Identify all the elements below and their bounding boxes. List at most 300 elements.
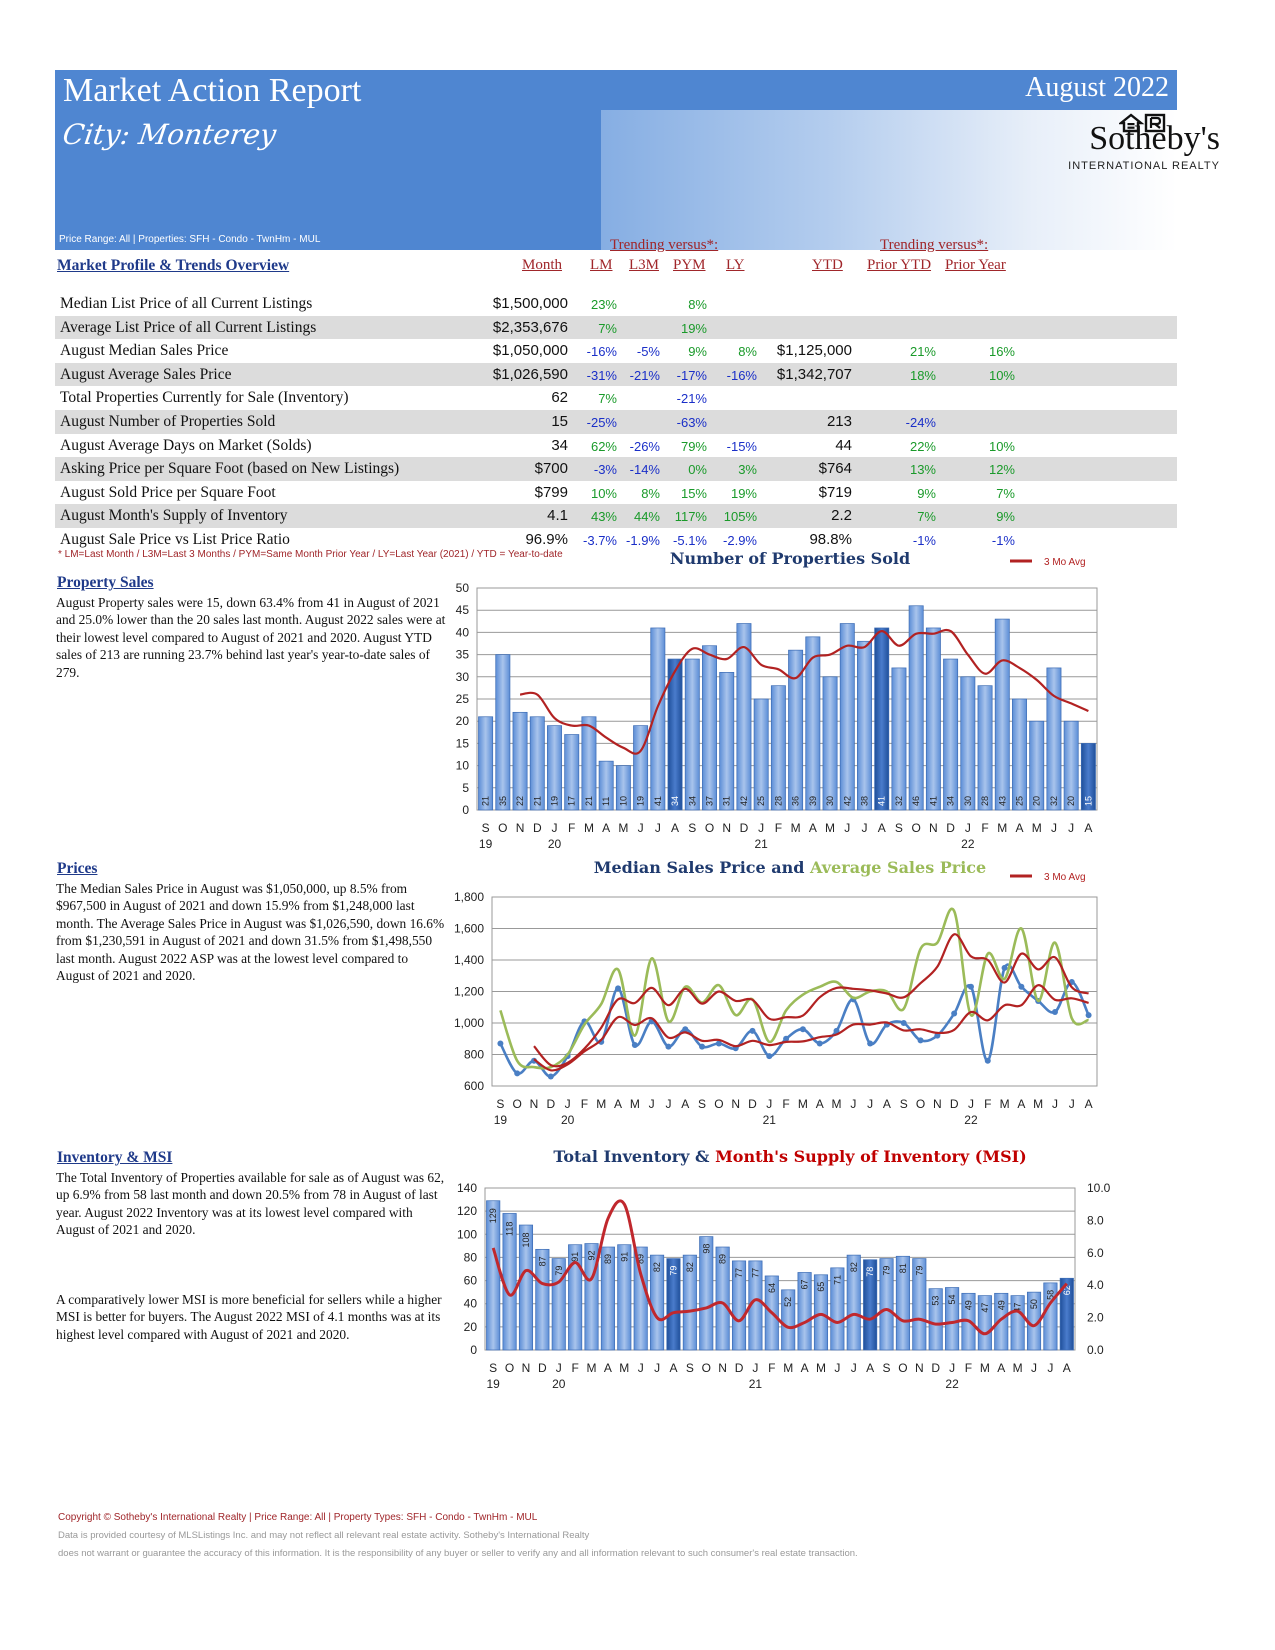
c2-month-label: A bbox=[681, 1097, 690, 1111]
bar-value-label: 65 bbox=[815, 1281, 826, 1292]
bar bbox=[926, 628, 940, 810]
bar-value-label: 47 bbox=[979, 1302, 990, 1313]
y2-tick-label: 2.0 bbox=[1087, 1310, 1104, 1325]
row-label: August Number of Properties Sold bbox=[60, 412, 276, 430]
data-point bbox=[1052, 1009, 1058, 1015]
y-tick-label: 0 bbox=[470, 1343, 477, 1357]
cell-lm: -3% bbox=[593, 462, 617, 478]
legend-label: 3 Mo Avg bbox=[1044, 557, 1086, 568]
bar-value-label: 129 bbox=[488, 1208, 499, 1224]
cell-l3m: 8% bbox=[641, 485, 660, 501]
col-ytd: YTD bbox=[812, 257, 843, 273]
c1-year-label: 20 bbox=[547, 837, 562, 851]
report-month: August 2022 bbox=[1025, 72, 1169, 103]
c2-month-label: D bbox=[949, 1097, 959, 1111]
y2-tick-label: 8.0 bbox=[1087, 1213, 1104, 1228]
cell-ytd: $764 bbox=[818, 460, 852, 478]
c1-month-label: A bbox=[877, 821, 886, 835]
c3-month-label: A bbox=[800, 1361, 809, 1375]
cell-ytd: 98.8% bbox=[809, 530, 852, 548]
c3-month-label: M bbox=[979, 1361, 990, 1375]
cell-prior-ytd: 9% bbox=[917, 485, 936, 501]
data-point bbox=[548, 1074, 554, 1080]
bar bbox=[857, 641, 871, 810]
c3-month-label: M bbox=[783, 1361, 794, 1375]
cell-month: 34 bbox=[551, 436, 568, 454]
c2-month-label: J bbox=[766, 1097, 773, 1111]
y-tick-label: 1,000 bbox=[453, 1016, 484, 1030]
table-row bbox=[55, 386, 1177, 410]
c2-year-label: 21 bbox=[762, 1113, 776, 1127]
row-label: Asking Price per Square Foot (based on New Listings) bbox=[60, 460, 400, 478]
bar bbox=[513, 712, 527, 810]
cell-lm: 10% bbox=[590, 485, 617, 501]
c1-month-label: J bbox=[1068, 821, 1075, 835]
bar-value-label: 79 bbox=[914, 1265, 925, 1276]
data-point bbox=[951, 1011, 957, 1017]
cell-l3m: -21% bbox=[629, 367, 660, 383]
c2-month-label: J bbox=[665, 1097, 672, 1111]
table-row bbox=[55, 457, 1177, 481]
row-label: August Month's Supply of Inventory bbox=[60, 507, 288, 525]
trending-label-2: Trending versus*: bbox=[880, 237, 989, 253]
c1-month-label: N bbox=[929, 821, 938, 835]
bar-value-label: 37 bbox=[704, 795, 715, 806]
cell-pym: -21% bbox=[676, 391, 707, 407]
cell-ly: 8% bbox=[738, 344, 757, 360]
bar bbox=[875, 628, 889, 810]
cell-month: 15 bbox=[551, 412, 568, 430]
c2-month-label: A bbox=[1017, 1097, 1026, 1111]
cell-month: $799 bbox=[534, 483, 568, 501]
chart3-title bbox=[520, 1147, 1060, 1166]
bar-value-label: 49 bbox=[996, 1300, 1007, 1311]
c1-month-label: S bbox=[481, 821, 490, 835]
cell-pym: 9% bbox=[688, 344, 707, 360]
cell-ly: 3% bbox=[738, 462, 757, 478]
cell-lm: 7% bbox=[598, 320, 617, 336]
c1-month-label: A bbox=[808, 821, 817, 835]
bar-value-label: 82 bbox=[652, 1262, 663, 1273]
y-tick-label: 1,600 bbox=[453, 921, 484, 936]
bar-value-label: 91 bbox=[570, 1251, 581, 1262]
row-label: Average List Price of all Current Listings bbox=[60, 318, 317, 336]
c1-month-label: S bbox=[688, 821, 697, 835]
bar-value-label: 19 bbox=[549, 795, 560, 806]
y-tick-label: 1,200 bbox=[453, 984, 484, 999]
c1-month-label: A bbox=[602, 821, 611, 835]
c2-month-label: J bbox=[648, 1097, 655, 1111]
cell-month: $1,050,000 bbox=[492, 342, 568, 360]
bar-value-label: 53 bbox=[930, 1295, 941, 1306]
c3-month-label: M bbox=[815, 1361, 826, 1375]
cell-pym: -17% bbox=[676, 367, 707, 383]
c3-month-label: N bbox=[914, 1361, 924, 1375]
bar-value-label: 77 bbox=[750, 1267, 761, 1278]
bar-value-label: 58 bbox=[1045, 1289, 1056, 1300]
data-point bbox=[632, 1042, 638, 1048]
y-tick-label: 10 bbox=[455, 758, 469, 773]
col-pym: PYM bbox=[673, 257, 706, 273]
bar-value-label: 21 bbox=[480, 795, 491, 806]
row-label: August Average Sales Price bbox=[60, 365, 232, 383]
y-tick-label: 140 bbox=[456, 1181, 477, 1195]
cell-prior-year: 10% bbox=[988, 438, 1015, 454]
c2-month-label: O bbox=[512, 1097, 522, 1111]
bar bbox=[961, 677, 975, 810]
c2-month-label: S bbox=[698, 1097, 707, 1111]
c3-month-label: O bbox=[504, 1361, 515, 1375]
bar bbox=[840, 624, 854, 810]
legend-label: 3 Mo Avg bbox=[1044, 872, 1086, 883]
c3-month-label: D bbox=[931, 1361, 941, 1375]
bar-value-label: 11 bbox=[601, 796, 612, 806]
c2-month-label: M bbox=[797, 1097, 808, 1111]
c3-month-label: N bbox=[718, 1361, 727, 1375]
bar-value-label: 89 bbox=[635, 1253, 646, 1265]
c3-month-label: A bbox=[603, 1361, 612, 1375]
bar-value-label: 10 bbox=[618, 795, 629, 806]
median-average-price-chart bbox=[440, 862, 1140, 1132]
bar-value-label: 79 bbox=[553, 1265, 564, 1276]
cell-prior-year: 7% bbox=[996, 485, 1015, 501]
properties-sold-chart bbox=[440, 552, 1140, 852]
c1-month-label: D bbox=[739, 821, 749, 835]
bar-value-label: 79 bbox=[881, 1265, 892, 1276]
bar-value-label: 21 bbox=[532, 795, 543, 806]
data-point bbox=[1002, 965, 1008, 971]
c1-month-label: J bbox=[551, 821, 558, 835]
bar-value-label: 43 bbox=[997, 795, 1008, 806]
y-tick-label: 40 bbox=[463, 1296, 477, 1311]
bar-value-label: 64 bbox=[766, 1282, 777, 1293]
bar-value-label: 41 bbox=[928, 795, 939, 806]
bar bbox=[1012, 699, 1026, 810]
table-row bbox=[55, 481, 1177, 505]
c1-month-label: D bbox=[946, 821, 955, 835]
c1-month-label: N bbox=[722, 821, 732, 835]
c2-month-label: O bbox=[714, 1097, 724, 1111]
c3-month-label: A bbox=[866, 1361, 875, 1375]
c2-month-label: M bbox=[1033, 1097, 1044, 1111]
data-point bbox=[749, 1028, 755, 1034]
col-l3m: L3M bbox=[629, 257, 659, 273]
cell-lm: 62% bbox=[590, 438, 617, 454]
bar-value-label: 49 bbox=[963, 1300, 974, 1311]
c1-month-label: D bbox=[532, 821, 542, 835]
data-point bbox=[867, 1040, 873, 1046]
c2-month-label: J bbox=[564, 1097, 571, 1111]
property-sales-text: August Property sales were 15, down 63.4% from 41 in August of 2021 and 25.0% lower than the 20 sales last month. August 2022 sales were at their lowest level compared to August of 2021 and 2020. August YTD sales of 213 are running 23.7% behind last year's year-to-date sales of 279. bbox=[56, 595, 446, 680]
bar-value-label: 34 bbox=[670, 795, 681, 806]
table-row bbox=[55, 410, 1177, 434]
bar-value-label: 25 bbox=[756, 795, 767, 806]
c1-month-label: M bbox=[618, 821, 629, 835]
y-tick-label: 50 bbox=[455, 581, 469, 595]
row-label: August Sale Price vs List Price Ratio bbox=[60, 530, 290, 548]
c1-month-label: J bbox=[758, 821, 765, 835]
c2-month-label: N bbox=[933, 1097, 942, 1111]
c2-month-label: N bbox=[731, 1097, 741, 1111]
table-row bbox=[55, 504, 1177, 528]
c3-month-label: J bbox=[1047, 1361, 1054, 1375]
c1-month-label: M bbox=[825, 821, 836, 835]
c2-month-label: M bbox=[831, 1097, 842, 1111]
c3-month-label: F bbox=[964, 1361, 973, 1375]
bar-value-label: 41 bbox=[652, 795, 663, 806]
cell-prior-year: 12% bbox=[988, 462, 1015, 478]
data-point bbox=[514, 1070, 520, 1076]
cell-lm: 7% bbox=[598, 391, 617, 407]
y-tick-label: 15 bbox=[455, 736, 469, 751]
cell-pym: 117% bbox=[674, 509, 707, 525]
c2-month-label: O bbox=[915, 1097, 926, 1111]
data-point bbox=[766, 1053, 772, 1059]
c3-month-label: J bbox=[555, 1361, 562, 1375]
bar-value-label: 28 bbox=[773, 795, 784, 806]
bar bbox=[944, 659, 958, 810]
c1-month-label: J bbox=[1050, 821, 1057, 835]
y-tick-label: 35 bbox=[455, 647, 469, 662]
y-tick-label: 0 bbox=[462, 803, 469, 817]
y-tick-label: 20 bbox=[455, 714, 469, 729]
bar-value-label: 108 bbox=[520, 1232, 531, 1248]
y-tick-label: 60 bbox=[463, 1273, 477, 1288]
bar-value-label: 77 bbox=[734, 1267, 745, 1278]
c3-year-label: 21 bbox=[748, 1377, 763, 1391]
cell-l3m: -5% bbox=[636, 344, 660, 360]
c2-month-label: S bbox=[496, 1097, 505, 1111]
bar-value-label: 118 bbox=[504, 1221, 515, 1236]
cell-ly: 19% bbox=[730, 485, 757, 501]
c3-month-label: S bbox=[685, 1361, 694, 1375]
report-header bbox=[55, 70, 1177, 250]
c3-month-label: N bbox=[521, 1361, 531, 1375]
data-point bbox=[615, 985, 621, 991]
table-row bbox=[55, 528, 1177, 552]
bar-value-label: 71 bbox=[832, 1274, 843, 1285]
cell-month: 4.1 bbox=[547, 507, 568, 525]
c1-month-label: A bbox=[1015, 821, 1024, 835]
c1-month-label: J bbox=[861, 821, 868, 835]
data-point bbox=[800, 1026, 806, 1032]
cell-ytd: $1,342,707 bbox=[776, 365, 852, 383]
brand-logo: Sotheby's bbox=[1089, 120, 1220, 157]
c2-month-label: M bbox=[999, 1097, 1010, 1111]
bar-value-label: 19 bbox=[635, 795, 646, 806]
c3-month-label: D bbox=[734, 1361, 744, 1375]
bar-value-label: 20 bbox=[1066, 795, 1077, 806]
c3-month-label: J bbox=[752, 1361, 759, 1375]
price-range-label: Price Range: All | Properties: SFH - Condo - TwnHm - MUL bbox=[59, 234, 321, 245]
col-lm: LM bbox=[590, 257, 613, 273]
chart1-title: Number of Properties Sold bbox=[669, 549, 911, 568]
bar-value-label: 32 bbox=[1048, 795, 1059, 806]
c1-year-label: 21 bbox=[754, 837, 768, 851]
series-line bbox=[534, 985, 1089, 1070]
y2-tick-label: 6.0 bbox=[1087, 1245, 1104, 1260]
cell-ly: -2.9% bbox=[723, 532, 757, 548]
cell-ly: -16% bbox=[726, 367, 757, 383]
c1-month-label: F bbox=[774, 821, 783, 835]
cell-pym: 15% bbox=[680, 485, 707, 501]
cell-month: 62 bbox=[551, 389, 568, 407]
cell-l3m: -1.9% bbox=[626, 532, 660, 548]
c1-month-label: M bbox=[1031, 821, 1042, 835]
bar-value-label: 79 bbox=[668, 1265, 679, 1276]
bar-value-label: 87 bbox=[537, 1256, 548, 1267]
cell-prior-ytd: 18% bbox=[909, 367, 936, 383]
inventory-text: The Total Inventory of Properties available for sale as of August was 62, up 6.9% from 58 last month and down 20.5% from 78 in August of last year. August 2022 Inventory was at its lowest level compared with August of 2021 and 2020. bbox=[56, 1170, 445, 1238]
bar-value-label: 42 bbox=[738, 795, 749, 806]
c3-month-label: F bbox=[768, 1361, 776, 1375]
cell-prior-ytd: 13% bbox=[909, 462, 936, 478]
c1-month-label: J bbox=[654, 821, 661, 835]
bar bbox=[720, 672, 734, 810]
c3-month-label: J bbox=[637, 1361, 644, 1375]
disclaimer-2: does not warrant or guarantee the accuracy of this information. It is the responsibility of any buyer or seller to verify any and all information relevant to such consumer's real estate transaction. bbox=[58, 1548, 858, 1559]
cell-ytd: $719 bbox=[818, 483, 852, 501]
c3-month-label: M bbox=[1012, 1361, 1023, 1375]
disclaimer-1: Data is provided courtesy of MLSListings Inc. and may not reflect all relevant real estate activity. Sotheby's International Realty bbox=[58, 1530, 590, 1541]
market-profile-table bbox=[55, 292, 1177, 552]
cell-pym: 19% bbox=[680, 320, 707, 336]
y-tick-label: 120 bbox=[456, 1204, 477, 1219]
c2-month-label: J bbox=[867, 1097, 874, 1111]
cell-pym: -5.1% bbox=[673, 532, 707, 548]
cell-l3m: 44% bbox=[633, 509, 660, 525]
series-line bbox=[534, 934, 1089, 1066]
cell-pym: 79% bbox=[680, 438, 707, 454]
data-point bbox=[985, 1058, 991, 1064]
y-tick-label: 40 bbox=[455, 625, 469, 640]
cell-ytd: 44 bbox=[835, 436, 852, 454]
bar-value-label: 67 bbox=[799, 1279, 810, 1290]
y-tick-label: 30 bbox=[455, 669, 469, 684]
row-label: Total Properties Currently for Sale (Inventory) bbox=[60, 389, 349, 407]
y-tick-label: 100 bbox=[456, 1227, 477, 1242]
bar-value-label: 32 bbox=[893, 795, 904, 806]
c2-month-label: M bbox=[596, 1097, 607, 1111]
bar-value-label: 30 bbox=[962, 795, 973, 806]
cell-ytd: 2.2 bbox=[831, 507, 852, 525]
bar-value-label: 47 bbox=[1012, 1302, 1023, 1313]
prices-text: The Median Sales Price in August was $1,050,000, up 8.5% from $967,500 in August of 2021 and down 15.9% from $1,248,000 last month. The Average Sales Price in August was $1,026,590, down 16.6% from $1,230,591 in August of 2021 and down 31.5% from $1,498,550 last month. August 2022 ASP was at the lowest level compared to August of 2021 and 2020. bbox=[56, 881, 445, 984]
bar bbox=[892, 668, 906, 810]
c2-month-label: J bbox=[850, 1097, 857, 1111]
bar bbox=[823, 677, 837, 810]
c3-month-label: S bbox=[489, 1361, 498, 1375]
bar bbox=[702, 646, 716, 810]
cell-prior-year: 16% bbox=[988, 344, 1015, 360]
bar bbox=[1047, 668, 1061, 810]
trending-label-1: Trending versus*: bbox=[610, 237, 719, 253]
c2-year-label: 19 bbox=[493, 1113, 508, 1127]
bar-value-label: 25 bbox=[1014, 795, 1025, 806]
cell-l3m: -26% bbox=[629, 438, 660, 454]
c2-month-label: A bbox=[882, 1097, 891, 1111]
cell-month: $2,353,676 bbox=[492, 318, 568, 336]
c2-month-label: N bbox=[529, 1097, 539, 1111]
cell-prior-ytd: 21% bbox=[909, 344, 936, 360]
c1-month-label: O bbox=[911, 821, 921, 835]
cell-lm: 43% bbox=[590, 509, 617, 525]
y2-tick-label: 4.0 bbox=[1087, 1278, 1104, 1293]
y-tick-label: 80 bbox=[463, 1250, 477, 1265]
c1-month-label: O bbox=[498, 821, 508, 835]
c3-year-label: 22 bbox=[945, 1377, 959, 1391]
cell-pym: -63% bbox=[676, 414, 707, 430]
c3-month-label: J bbox=[654, 1361, 661, 1375]
inventory-title: Inventory & MSI bbox=[57, 1149, 173, 1166]
c1-month-label: F bbox=[568, 821, 576, 835]
col-ly: LY bbox=[726, 257, 745, 273]
c1-month-label: M bbox=[583, 821, 594, 835]
data-point bbox=[968, 984, 974, 990]
data-point bbox=[699, 1044, 705, 1050]
c2-year-label: 22 bbox=[964, 1113, 978, 1127]
c3-month-label: O bbox=[701, 1361, 711, 1375]
bar-value-label: 82 bbox=[848, 1262, 859, 1273]
bar bbox=[685, 659, 699, 810]
cell-prior-year: 9% bbox=[996, 509, 1015, 525]
cell-ytd: $1,125,000 bbox=[776, 342, 852, 360]
row-label: August Sold Price per Square Foot bbox=[60, 483, 276, 501]
cell-pym: 8% bbox=[688, 297, 707, 312]
c1-month-label: J bbox=[637, 821, 644, 835]
c3-month-label: J bbox=[1031, 1361, 1038, 1375]
bar-value-label: 62 bbox=[1061, 1285, 1072, 1296]
c3-month-label: F bbox=[571, 1361, 579, 1375]
cell-month: $700 bbox=[534, 460, 568, 478]
y2-tick-label: 10.0 bbox=[1087, 1181, 1111, 1195]
bar-value-label: 34 bbox=[945, 795, 956, 806]
bar-value-label: 21 bbox=[583, 795, 594, 806]
bar-value-label: 89 bbox=[602, 1253, 613, 1265]
c3-month-label: D bbox=[538, 1361, 547, 1375]
c2-month-label: S bbox=[899, 1097, 908, 1111]
cell-month: $1,026,590 bbox=[492, 365, 568, 383]
bar-value-label: 91 bbox=[619, 1251, 630, 1262]
cell-prior-ytd: -1% bbox=[912, 532, 936, 548]
c3-month-label: J bbox=[834, 1361, 841, 1375]
city-label: City: Monterey bbox=[60, 118, 279, 151]
c3-month-label: A bbox=[669, 1361, 678, 1375]
c2-month-label: D bbox=[748, 1097, 757, 1111]
cell-prior-ytd: 22% bbox=[909, 438, 936, 454]
bar-value-label: 17 bbox=[566, 795, 577, 806]
bar bbox=[995, 619, 1009, 810]
c2-month-label: M bbox=[629, 1097, 640, 1111]
bar-value-label: 78 bbox=[865, 1266, 876, 1277]
chart3-title-b: Month's Supply of Inventory (MSI) bbox=[715, 1147, 1027, 1166]
cell-ytd: 213 bbox=[826, 412, 852, 430]
c2-month-label: J bbox=[1051, 1097, 1058, 1111]
c2-month-label: J bbox=[1068, 1097, 1075, 1111]
report-title: Market Action Report bbox=[63, 72, 362, 109]
bar-value-label: 54 bbox=[947, 1294, 958, 1305]
table-row bbox=[55, 292, 1177, 316]
cell-month: 96.9% bbox=[525, 530, 568, 548]
bar-value-label: 15 bbox=[1083, 795, 1094, 806]
y-tick-label: 20 bbox=[463, 1319, 477, 1334]
bar-value-label: 30 bbox=[825, 795, 836, 806]
bar-value-label: 20 bbox=[1031, 795, 1042, 806]
y2-tick-label: 0.0 bbox=[1087, 1343, 1104, 1357]
data-point bbox=[1086, 1012, 1092, 1018]
c2-year-label: 20 bbox=[560, 1113, 575, 1127]
market-profile-title: Market Profile & Trends Overview bbox=[57, 257, 290, 274]
